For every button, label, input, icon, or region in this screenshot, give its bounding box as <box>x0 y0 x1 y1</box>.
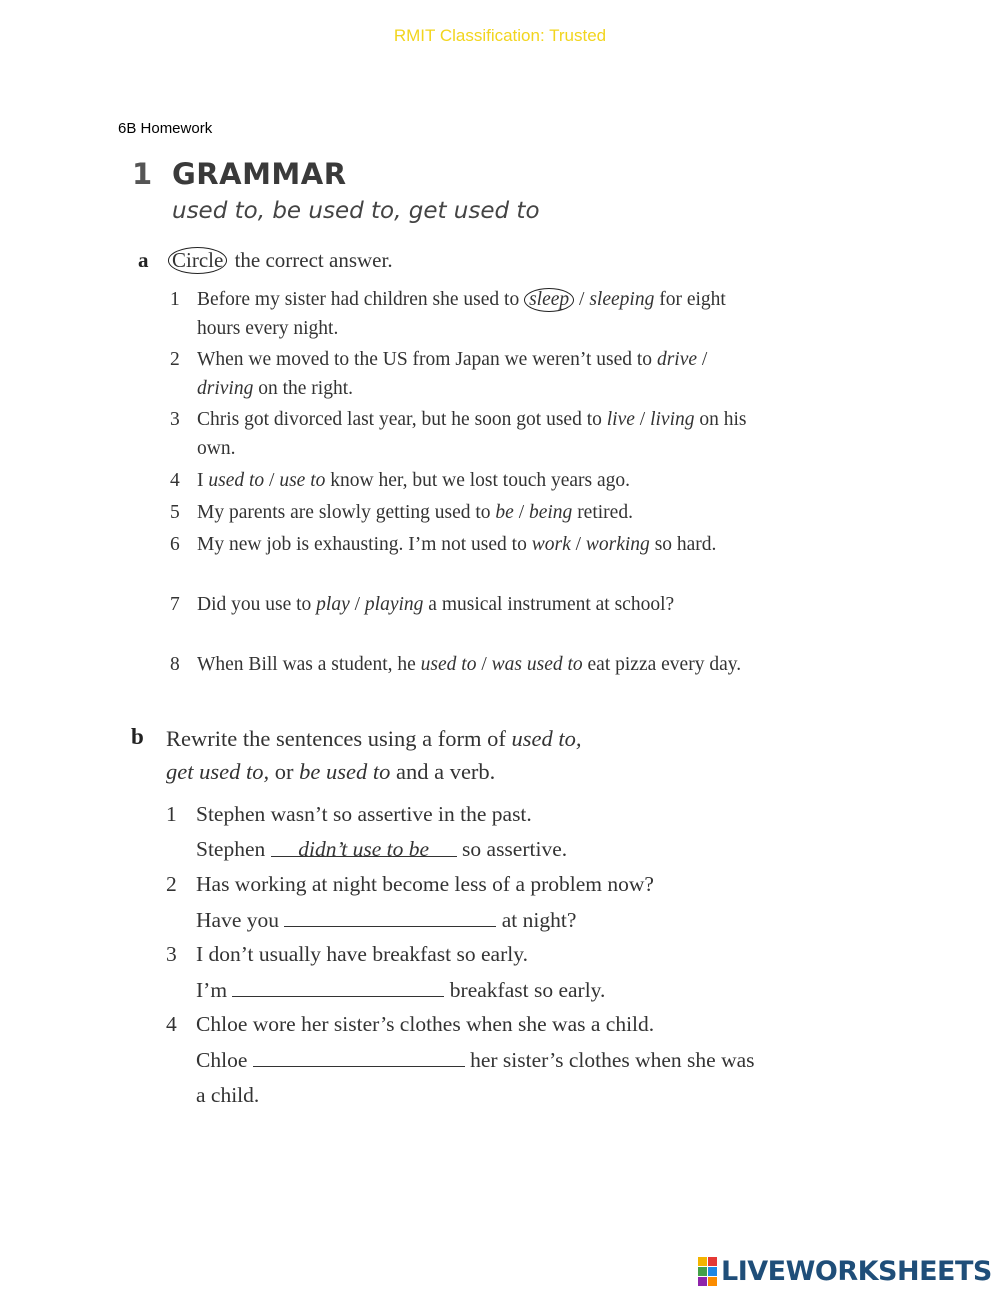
item-sentence: Chloe wore her sister’s clothes when she was a child. <box>196 1012 655 1036</box>
item-sentence: I don’t usually have breakfast so early. <box>196 942 528 966</box>
item-text: When we moved to the US from Japan we weren’t used to <box>197 349 657 370</box>
item-number: 8 <box>170 654 180 675</box>
answer-suffix: so assertive. <box>456 837 568 861</box>
part-a-item-5 <box>170 498 750 527</box>
part-a-item-8 <box>170 650 750 679</box>
part-a-heading <box>138 248 149 273</box>
item-text: eat pizza every day. <box>582 654 742 675</box>
part-b-item-2 <box>166 867 786 938</box>
answer-suffix: her sister’s clothes when she was a child. <box>196 1048 755 1107</box>
section-subtitle: used to, be used to, get used to <box>172 198 540 224</box>
item-text: Did you use to <box>197 594 317 615</box>
item-text: I <box>197 470 209 491</box>
option-playing[interactable]: playing <box>364 594 424 615</box>
option-working[interactable]: working <box>585 534 650 555</box>
item-text: on his own. <box>197 409 747 459</box>
item-text: Before my sister had children she used to <box>197 289 525 310</box>
option-drive[interactable]: drive <box>656 349 698 370</box>
item-number: 2 <box>166 872 177 896</box>
item-number: 2 <box>170 349 180 370</box>
option-separator: / <box>476 654 492 675</box>
item-number: 3 <box>166 942 177 966</box>
option-living[interactable]: living <box>650 409 695 430</box>
part-a-instruction <box>168 247 393 274</box>
option-being[interactable]: being <box>528 502 573 523</box>
instruction-text: the correct answer. <box>229 248 393 272</box>
instruction-term: be used to <box>299 759 391 784</box>
option-separator: / <box>574 289 590 310</box>
option-live[interactable]: live <box>606 409 635 430</box>
answer-field[interactable] <box>271 832 457 861</box>
item-text: When Bill was a student, he <box>197 654 421 675</box>
answer-text: didn’t use to be <box>298 837 430 861</box>
circle-word: Circle <box>168 247 227 274</box>
option-driving[interactable]: driving <box>197 378 254 399</box>
part-b-item-3 <box>166 937 786 1008</box>
item-number: 3 <box>170 409 180 430</box>
item-number: 1 <box>166 802 177 826</box>
item-text: Chris got divorced last year, but he soon got used to <box>197 409 607 430</box>
answer-prefix: Chloe <box>196 1048 253 1072</box>
option-separator: / <box>570 534 586 555</box>
section-title: GRAMMAR <box>172 157 347 191</box>
classification-label: RMIT Classification: Trusted <box>393 26 607 45</box>
part-a-item-1 <box>170 285 750 343</box>
option-work[interactable]: work <box>531 534 571 555</box>
answer-field[interactable] <box>232 972 444 997</box>
item-text: My parents are slowly getting used to <box>197 502 496 523</box>
part-b-item-1 <box>166 797 786 867</box>
instruction-text: or <box>269 759 300 784</box>
item-number: 4 <box>166 1012 177 1036</box>
item-number: 1 <box>170 289 180 310</box>
option-use-to[interactable]: use to <box>279 470 326 491</box>
item-number: 5 <box>170 502 180 523</box>
part-b-item-4 <box>166 1007 766 1113</box>
part-a-letter: a <box>138 248 149 272</box>
answer-field[interactable] <box>284 902 496 927</box>
option-used-to[interactable]: used to <box>420 654 477 675</box>
option-separator: / <box>697 349 708 370</box>
instruction-text: and a verb. <box>390 759 496 784</box>
item-sentence: Has working at night become less of a problem now? <box>196 872 654 896</box>
item-text: My new job is exhausting. I’m not used to <box>197 534 532 555</box>
option-be[interactable]: be <box>495 502 514 523</box>
part-b-letter: b <box>131 724 144 749</box>
item-text: on the right. <box>253 378 353 399</box>
option-separator: / <box>349 594 365 615</box>
item-text: retired. <box>572 502 633 523</box>
option-sleep-selected[interactable]: sleep <box>524 288 574 312</box>
part-b-heading <box>131 724 144 750</box>
option-used-to[interactable]: used to <box>208 470 265 491</box>
item-number: 6 <box>170 534 180 555</box>
part-b-instruction <box>166 722 766 788</box>
item-number: 4 <box>170 470 180 491</box>
option-separator: / <box>634 409 651 430</box>
answer-suffix: breakfast so early. <box>444 978 606 1002</box>
answer-suffix: at night? <box>496 908 577 932</box>
instruction-text: Rewrite the sentences using a form of <box>166 726 512 751</box>
option-sleeping[interactable]: sleeping <box>589 289 655 310</box>
answer-prefix: Stephen <box>196 837 271 861</box>
part-a-item-7 <box>170 590 750 619</box>
instruction-term: used to, <box>511 726 582 751</box>
option-separator: / <box>513 502 529 523</box>
logo-mark-icon <box>698 1257 717 1286</box>
part-a-item-6 <box>170 530 750 559</box>
liveworksheets-logo <box>698 1256 992 1287</box>
answer-prefix: Have you <box>196 908 285 932</box>
answer-prefix: I’m <box>196 978 233 1002</box>
item-text: know her, but we lost touch years ago. <box>325 470 631 491</box>
item-text: so hard. <box>649 534 717 555</box>
answer-field[interactable] <box>253 1042 465 1067</box>
item-number: 7 <box>170 594 180 615</box>
option-play[interactable]: play <box>316 594 350 615</box>
option-was-used-to[interactable]: was used to <box>491 654 583 675</box>
item-text: for eight hours every night. <box>197 289 726 339</box>
instruction-term: get used to, <box>166 759 270 784</box>
item-text: a musical instrument at school? <box>423 594 675 615</box>
logo-text: LIVEWORKSHEETS <box>721 1256 992 1287</box>
part-a-item-2 <box>170 345 750 403</box>
document-label: 6B Homework <box>118 120 213 137</box>
part-a-item-3 <box>170 405 750 463</box>
section-number: 1 <box>132 157 153 191</box>
option-separator: / <box>264 470 280 491</box>
part-a-item-4 <box>170 466 750 495</box>
item-sentence: Stephen wasn’t so assertive in the past. <box>196 802 532 826</box>
